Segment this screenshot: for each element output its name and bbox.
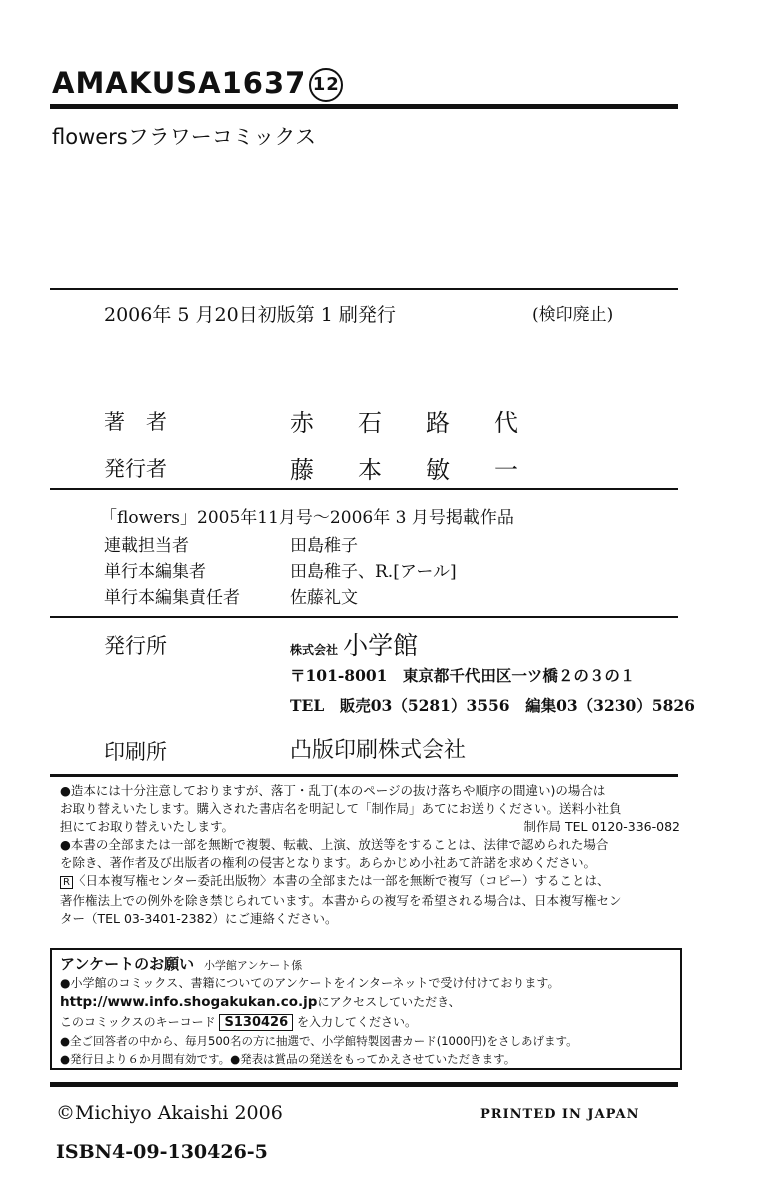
copyright: ©Michiyo Akaishi 2006 (56, 1102, 283, 1124)
imprint-label: flowersフラワーコミックス (52, 125, 317, 149)
notice-line (60, 872, 680, 892)
publishing-house (290, 626, 418, 662)
divider (50, 288, 678, 290)
survey-title: アンケートのお願い (60, 955, 195, 973)
notice-line: 著作権法上での例外を除き禁じられています。本書からの複写を希望される場合は、日本複写権セン (60, 893, 622, 908)
survey-dept: 小学館アンケート係 (203, 959, 303, 972)
key-code: S130426 (219, 1014, 293, 1031)
footer-rule (50, 1082, 678, 1087)
book-title (52, 66, 343, 102)
credit-label: 単行本編集責任者 (104, 588, 240, 608)
production-contact: 制作局 TEL 0120-336-082 (523, 819, 680, 834)
title-rule (50, 104, 678, 109)
isbn: ISBN4-09-130426-5 (56, 1141, 268, 1163)
printer-name: 凸版印刷株式会社 (290, 738, 467, 763)
credit-label: 連載担当者 (104, 536, 189, 556)
credit-value: 田島稚子 (290, 536, 358, 556)
serialization-note: 「flowers」2005年11月号～2006年 3 月号掲載作品 (100, 508, 514, 528)
author-label: 著 者 (104, 410, 167, 434)
printed-in: PRINTED IN JAPAN (480, 1107, 640, 1122)
credit-value: 佐藤礼文 (290, 588, 358, 608)
notice-line: ター（TEL 03-3401-2382）にご連絡ください。 (60, 911, 338, 926)
publishing-house-label: 発行所 (104, 634, 167, 658)
survey-url[interactable]: http://www.info.shogakukan.co.jp (60, 994, 318, 1010)
volume-number: 12 (309, 68, 343, 102)
divider (50, 488, 678, 490)
notice-line (60, 818, 680, 836)
notice-text: 〈日本複写権センター委託出版物〉本書の全部または一部を無断で複写（コピー）することは、 (72, 873, 610, 888)
credit-value: 田島稚子、R.[アール] (290, 562, 457, 582)
legal-notices (60, 782, 680, 928)
survey-header (60, 953, 302, 974)
company-prefix: 株式会社 (290, 643, 339, 657)
survey-line: ●発行日より６か月間有効です。●発表は賞品の発送をもってかえさせていただきます。 (60, 1052, 516, 1066)
author-name: 赤 石 路 代 (290, 409, 528, 437)
code-prefix: このコミックスのキーコード (60, 1015, 216, 1029)
code-suffix: を入力してください。 (296, 1015, 417, 1029)
survey-url-suffix: にアクセスしていただき、 (317, 995, 461, 1009)
divider (50, 616, 678, 618)
survey-url-line (60, 993, 461, 1010)
divider (50, 774, 678, 777)
company-name: 小学館 (343, 631, 419, 660)
printer-label: 印刷所 (104, 740, 167, 764)
publisher-label: 発行者 (104, 457, 167, 481)
survey-code-line (60, 1013, 417, 1030)
notice-line: を除き、著作者及び出版者の権利の侵害となります。あらかじめ小社あて許諾を求めください。 (60, 855, 597, 870)
telephone: TEL 販売03（5281）3556 編集03（3230）5826 (290, 696, 695, 715)
credit-label: 単行本編集者 (104, 562, 206, 582)
notice-line: ●本書の全部または一部を無断で複製、転載、上演、放送等をすることは、法律で認められた場合 (60, 837, 609, 852)
address: 〒101-8001 東京都千代田区一ツ橋２の３の１ (290, 666, 636, 685)
survey-line: ●小学館のコミックス、書籍についてのアンケートをインターネットで受け付けております。 (60, 976, 560, 990)
notice-text: 担にてお取り替えいたします。 (60, 819, 235, 834)
registered-mark-icon: R (60, 876, 73, 889)
publication-date: 2006年 5 月20日初版第 1 刷発行 (104, 304, 396, 326)
title-text: AMAKUSA1637 (52, 66, 307, 100)
notice-line: お取り替えいたします。購入された書店名を明記して「制作局」あてにお送りください。送料小社負 (60, 801, 622, 816)
survey-line: ●全ご回答者の中から、毎月500名の方に抽選で、小学館特製図書カード(1000円)をさしあげます。 (60, 1034, 578, 1048)
notice-line: ●造本には十分注意しておりますが、落丁・乱丁(本のページの抜け落ちや順序の間違い)の場合は (60, 783, 606, 798)
stamp-note: (検印廃止) (532, 305, 614, 325)
publisher-name: 藤 本 敏 一 (290, 456, 528, 484)
